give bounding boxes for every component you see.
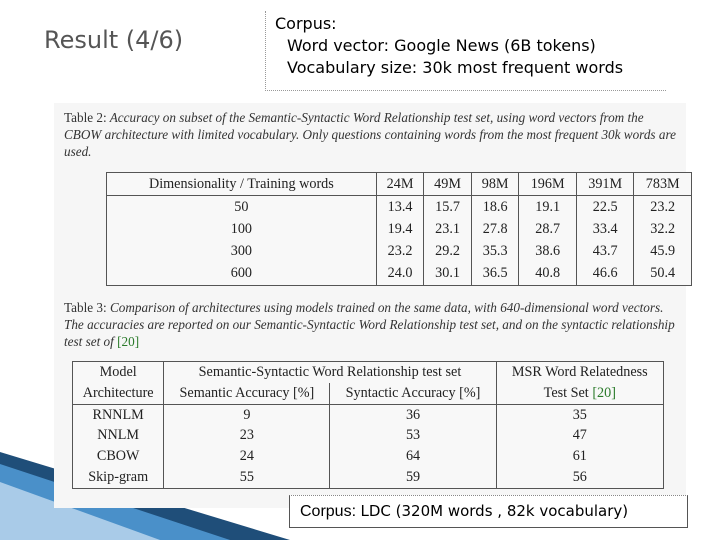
table-cell: 53 (330, 425, 496, 446)
table-cell: 23 (164, 425, 330, 446)
table-header-cell: Model (99, 363, 137, 380)
table-header-cell: 49M (424, 173, 472, 196)
table-header-cell (496, 383, 663, 404)
table-row (107, 241, 692, 263)
table3 (72, 361, 664, 489)
slide-title: Result (4/6) (44, 26, 184, 54)
table-header-cell: 98M (471, 173, 519, 196)
table-cell: 38.6 (519, 241, 577, 263)
table-header-cell: Semantic-Syntactic Word Relationship test set (164, 362, 496, 383)
table-cell: 36 (330, 404, 496, 425)
table-cell: 24.0 (376, 263, 424, 286)
paper-excerpt (54, 103, 686, 508)
table-cell: 27.8 (471, 218, 519, 240)
table-row (107, 196, 692, 219)
table-cell: 600 (230, 265, 253, 282)
table-cell: 300 (230, 243, 253, 260)
table-cell: NNLM (97, 427, 140, 444)
table-cell: 19.4 (376, 218, 424, 240)
ldc-corpus-box (289, 495, 688, 528)
table-header-row (73, 362, 664, 383)
table-cell: 24 (164, 446, 330, 467)
table-cell: 40.8 (519, 263, 577, 286)
corpus-heading: Corpus: (300, 503, 357, 520)
table-cell: 56 (496, 467, 663, 488)
table-cell: 9 (164, 404, 330, 425)
table-header-row (73, 383, 664, 404)
table-cell: RNNLM (92, 406, 144, 423)
table3-caption (64, 299, 676, 350)
table-row (73, 467, 664, 488)
table-header-cell: Semantic Accuracy [%] (164, 383, 330, 404)
table-cell: 22.5 (576, 196, 634, 219)
table-cell: 64 (330, 446, 496, 467)
corpus-heading: Corpus: (275, 14, 337, 33)
table-cell: 19.1 (519, 196, 577, 219)
table2-caption-text: Accuracy on subset of the Semantic-Syntactic Word Relationship test set, using word vectors from the CBOW architecture with limited vocabulary. Only questions containing words from the most frequent 30k words are used. (64, 110, 676, 159)
table-cell: 55 (164, 467, 330, 488)
table-cell: 61 (496, 446, 663, 467)
table-cell: 43.7 (576, 241, 634, 263)
table2-caption (64, 109, 676, 160)
table-header-cell: MSR Word Relatedness (496, 362, 663, 383)
vocabulary-size-line: Vocabulary size: 30k most frequent words (287, 58, 624, 77)
table-cell: 23.2 (634, 196, 692, 219)
table3-caption-lead: Table 3: (64, 300, 107, 315)
table-cell: 36.5 (471, 263, 519, 286)
table-row (107, 263, 692, 286)
table-cell: 46.6 (576, 263, 634, 286)
ldc-corpus-text: LDC (320M words , 82k vocabulary) (360, 502, 629, 520)
table-cell: 59 (330, 467, 496, 488)
table-cell: 35.3 (471, 241, 519, 263)
table-header-cell: 196M (519, 173, 577, 196)
word-vector-line: Word vector: Google News (6B tokens) (287, 36, 596, 55)
table-cell: 29.2 (424, 241, 472, 263)
table-cell: 50.4 (634, 263, 692, 286)
table2 (106, 172, 692, 286)
test-set-label: Test Set (543, 384, 589, 401)
corpus-info-box (265, 11, 666, 91)
table-cell: 100 (230, 220, 253, 237)
table-cell: Skip-gram (88, 469, 149, 486)
citation-link[interactable]: [20] (117, 334, 140, 349)
table-row (73, 404, 664, 425)
table-cell: CBOW (96, 448, 140, 465)
table-cell: 23.1 (424, 218, 472, 240)
table-cell: 45.9 (634, 241, 692, 263)
table-header-cell: 391M (576, 173, 634, 196)
table-header-cell: Architecture (73, 383, 164, 404)
table-cell: 35 (496, 404, 663, 425)
table-cell: 47 (496, 425, 663, 446)
table-header-cell: 783M (634, 173, 692, 196)
table-header-cell: Dimensionality / Training words (107, 173, 377, 196)
table-header-cell: Syntactic Accuracy [%] (330, 383, 496, 404)
table-cell: 15.7 (424, 196, 472, 219)
table-cell: 30.1 (424, 263, 472, 286)
table-row (73, 425, 664, 446)
table-cell: 50 (234, 198, 249, 215)
table-header-cell: 24M (376, 173, 424, 196)
table-cell: 13.4 (376, 196, 424, 219)
citation-link[interactable]: [20] (592, 384, 616, 401)
table3-caption-text: Comparison of architectures using models trained on the same data, with 640-dimensional word vectors. The accuracies are reported on our Semantic-Syntactic Word Relationship test set, and on the syntactic relationship test set of (64, 300, 675, 349)
table-cell: 28.7 (519, 218, 577, 240)
table-cell: 18.6 (471, 196, 519, 219)
table-row (73, 446, 664, 467)
table-row (107, 218, 692, 240)
table-cell: 32.2 (634, 218, 692, 240)
table-cell: 33.4 (576, 218, 634, 240)
table2-caption-lead: Table 2: (64, 110, 107, 125)
table-cell: 23.2 (376, 241, 424, 263)
table-header-row (107, 173, 692, 196)
